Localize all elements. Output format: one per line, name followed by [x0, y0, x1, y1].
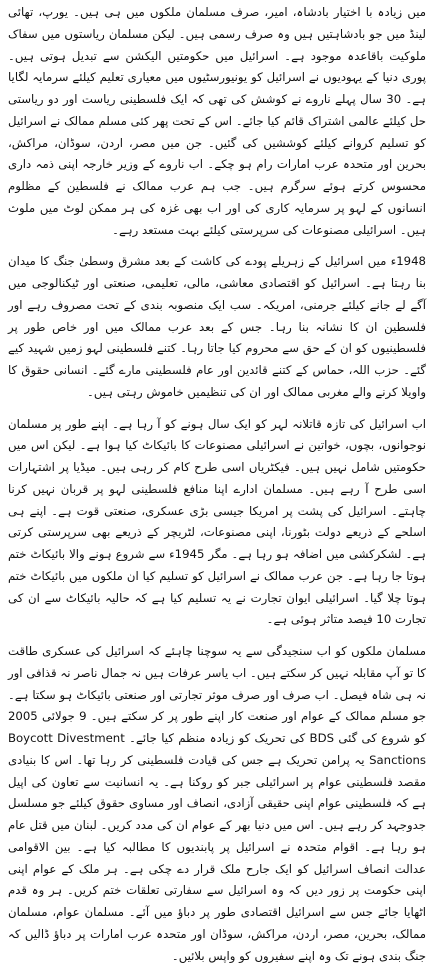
article-paragraph-4: مسلمان ملکوں کو اب سنجیدگی سے یہ سوچنا چاہئے کہ اسرائیل کی عسکری طاقت کا تو آپ مقابلہ نہیں کر سکتے ہیں۔ اب یاسر عرفات ہیں نہ جمال ناصر نہ قذافی اور نہ ہی شاہ فیصل۔ اب صرف اور صرف موثر تجارتی اور صنعتی بائیکاٹ ہو سکتا ہے۔ جو مسلم ممالک کے عوام اور صنعت کار اپنے طور پر کر سکتے ہیں۔ 9 جولائی 2005 کو شروع کی گئی BDS کی تحریک کو زیادہ منظم کیا جائے۔ Boycott Divestment Sanctions یہ پرامن تحریک ہے جس کی قیادت فلسطینی کر رہا تھا۔ اس کا بنیادی مقصد فلسطینی عوام پر اسرائیلی جبر کو روکنا ہے۔ یہ انسانیت سے تعاون کی اپیل ہے کہ فلسطینی عوام اپنی حقیقی آزادی، انصاف اور مساوی حقوق کیلئے جو مسلسل جدوجہد کر رہے ہیں۔ اس میں دنیا بھر کے عوام ان کی مدد کریں۔ لبنان میں قتل عام ہو رہا ہے۔ اقوام متحدہ نے اسرائیل پر پابندیوں کا مطالبہ کیا ہے۔ بین الاقوامی عدالت انصاف اسرائیل کو ایک جارح ملک قرار دے چکی ہے۔ ہر ملک کے عوام اپنی اپنی حکومت پر زور دیں کہ وہ اسرائیل سے سفارتی تعلقات ختم کریں۔ ہر وہ قدم اٹھایا جائے جس سے اسرائیل اقتصادی طور پر دباؤ میں آئے۔ مسلمان عوام، مسلمان ممالک، بحرین، مصر، اردن، مراکش، سوڈان اور متحدہ عرب امارات پر دباؤ ڈالیں کہ جنگ بندی ہونے تک وہ اپنے سفیروں کو واپس بلائیں۔ — [8, 644, 427, 963]
article-paragraph-2: 1948ء میں اسرائیل کے زہریلے پودے کی کاشت کے بعد مشرق وسطیٰ جنگ کا میدان بنا رہتا ہے۔ اسرائیل کو اقتصادی معاشی، مالی، تعلیمی، صنعتی اور ٹیکنالوجی میں آگے لے جانے کیلئے جرمنی، امریکہ۔ سب ایک منصوبہ بندی کے تحت مصروف رہے اور فلسطین ان کا نشانہ بنا رہا۔ جس کے بعد عرب ممالک میں اور خاص طور پر فلسطینیوں کو ان کے حق سے محروم کیا جاتا رہا۔ کتنے فلسطینی لہو زمیں شہید کیے گئے۔ حزب اللہ، حماس کے کتنے قائدین اور عام فلسطینی مارے گئے۔ انسانی حقوق کا واویلا کرنے والے مغربی ممالک اور ان کی تنظیمیں خاموش رہتی ہیں۔ — [8, 254, 426, 399]
article-paragraph-1: میں زیادہ با اختیار بادشاہ، امیر، صرف مسلمان ملکوں میں ہی ہیں۔ یورپ، تھائی لینڈ میں جو بادشاہتیں ہیں وہ صرف رسمی ہیں۔ لیکن مسلمان ریاستوں میں سفاک ملوکیت باقاعدہ موجود ہے۔ اسرائیل میں حکومتیں الیکشن سے تبدیل ہوتی ہیں۔ پوری دنیا کے یہودیوں نے اسرائیل کو یونیورسٹیوں میں معیاری تعلیم کیلئے سرمایہ لگایا ہے۔ 30 سال پہلے ناروے نے کوشش کی تھی کہ ایک فلسطینی ریاست اور دو ریاستی حل کیلئے عالمی اشتراک قائم کیا جائے۔ اس کے تحت پھر کئی مسلم ممالک نے اسرائیل کو تسلیم کروانے کیلئے کوششیں کی گئیں۔ جن میں مصر، اردن، سوڈان، مراکش، بحرین اور متحدہ عرب امارات رام ہو چکے۔ اب ناروے کے وزیر خارجہ اپنی ذمہ داری محسوس کرتے ہوئے سرگرم ہیں۔ جب ہم عرب ممالک نے فلسطین کے مظلوم انسانوں کے لہو پر سرمایہ کاری کی اور اب بھی غزہ کی ہر ممکن لوٹ میں ملوث ہیں۔ اسرائیلی مصنوعات کی سرپرستی کیلئے بہت مستعد رہے۔ — [8, 5, 426, 237]
article-paragraph-3: اب اسرائیل کی تازہ قاتلانہ لہر کو ایک سال ہونے کو آ رہا ہے۔ اپنے طور پر مسلمان نوجوانوں، بچوں، خواتین نے اسرائیلی مصنوعات کا بائیکاٹ کیا ہوا ہے۔ لیکن اس میں حکومتیں شامل نہیں ہیں۔ فیکٹریاں اسی طرح کام کر رہی ہیں۔ میڈیا پر اشتہارات اسی طرح آ رہے ہیں۔ مسلمان ادارے اپنا منافع فلسطینی لہو پر قربان نہیں کرنا چاہتے۔ اسرائیل کی پشت پر امریکا جیسی بڑی عسکری، صنعتی قوت ہے۔ اپنے ہی اسلحے کے ذریعے دولت بٹورنا، اپنی مصنوعات، لٹریچر کے ذریعے بھی سرپرستی کرتی ہے۔ لشکرکشی میں اضافہ ہو رہا ہے۔ مگر 1945ء سے شروع ہونے والا بائیکاٹ ختم ہوتا جا رہا ہے۔ جن عرب ممالک نے اسرائیل کو تسلیم کیا ان ملکوں میں بائیکاٹ ختم ہوتا چلا گیا۔ اسرائیلی ایوان تجارت نے یہ تسلیم کیا ہے کہ حالیہ بائیکاٹ سے ان کی تجارت 10 فیصد متاثر ہوئی ہے۔ — [8, 416, 426, 627]
